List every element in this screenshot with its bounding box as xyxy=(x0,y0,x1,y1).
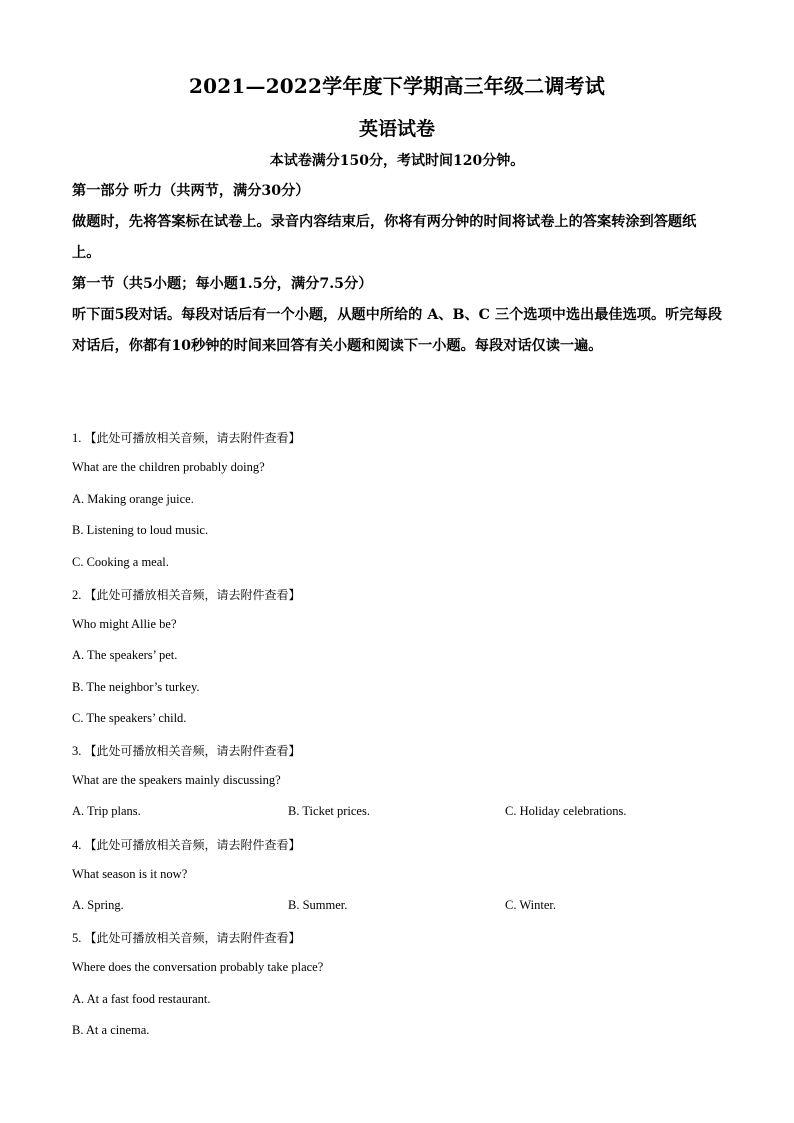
audio-placeholder[interactable]: 【此处可播放相关音频，请去附件查看】 xyxy=(84,431,301,445)
audio-placeholder[interactable]: 【此处可播放相关音频，请去附件查看】 xyxy=(84,838,301,852)
question-2-option-a[interactable]: A. The speakers’ pet. xyxy=(72,648,178,662)
question-5-option-a[interactable]: A. At a fast food restaurant. xyxy=(72,992,211,1006)
question-number: 2. xyxy=(72,588,82,602)
question-5-audio[interactable] xyxy=(72,929,301,946)
exam-title: 2021—2022学年度下学期高三年级二调考试 xyxy=(189,74,605,98)
question-number: 5. xyxy=(72,931,82,945)
question-4-audio[interactable] xyxy=(72,836,301,853)
question-1-option-c[interactable]: C. Cooking a meal. xyxy=(72,555,169,569)
exam-note: 本试卷满分150分，考试时间120分钟。 xyxy=(269,153,525,169)
audio-placeholder[interactable]: 【此处可播放相关音频，请去附件查看】 xyxy=(84,588,301,602)
question-5-stem: Where does the conversation probably take place? xyxy=(72,960,324,974)
exam-subtitle: 英语试卷 xyxy=(358,118,435,140)
question-1-audio[interactable] xyxy=(72,429,301,446)
question-3-option-a[interactable]: A. Trip plans. xyxy=(72,804,141,818)
question-2-stem: Who might Allie be? xyxy=(72,617,177,631)
question-2-option-b[interactable]: B. The neighbor’s turkey. xyxy=(72,680,200,694)
section1-instruction: 听下面5段对话。每段对话后有一个小题，从题中所给的 A、B、C 三个选项中选出最佳选项。听完每段对话后，你都有10秒钟的时间来回答有关小题和阅读下一小题。每段对话仅读一遍。 xyxy=(72,307,722,354)
question-number: 1. xyxy=(72,431,82,445)
part1-heading: 第一部分 听力（共两节，满分30分） xyxy=(72,183,310,199)
audio-placeholder[interactable]: 【此处可播放相关音频，请去附件查看】 xyxy=(84,931,301,945)
question-4-stem: What season is it now? xyxy=(72,867,188,881)
question-5-option-b[interactable]: B. At a cinema. xyxy=(72,1023,150,1037)
question-2-option-c[interactable]: C. The speakers’ child. xyxy=(72,711,187,725)
question-1-stem: What are the children probably doing? xyxy=(72,460,265,474)
question-number: 4. xyxy=(72,838,82,852)
section1-heading: 第一节（共5小题；每小题1.5分，满分7.5分） xyxy=(72,276,373,292)
question-4-option-c[interactable]: C. Winter. xyxy=(505,898,557,912)
question-3-stem: What are the speakers mainly discussing? xyxy=(72,773,281,787)
question-1-option-b[interactable]: B. Listening to loud music. xyxy=(72,523,209,537)
question-number: 3. xyxy=(72,744,82,758)
part1-instruction: 做题时，先将答案标在试卷上。录音内容结束后，你将有两分钟的时间将试卷上的答案转涂到答题纸上。 xyxy=(72,214,697,261)
question-3-option-c[interactable]: C. Holiday celebrations. xyxy=(505,804,627,818)
question-2-audio[interactable] xyxy=(72,586,301,603)
question-3-audio[interactable] xyxy=(72,742,301,759)
audio-placeholder[interactable]: 【此处可播放相关音频，请去附件查看】 xyxy=(84,744,301,758)
question-4-option-b[interactable]: B. Summer. xyxy=(288,898,348,912)
question-4-option-a[interactable]: A. Spring. xyxy=(72,898,124,912)
question-1-option-a[interactable]: A. Making orange juice. xyxy=(72,492,194,506)
question-3-option-b[interactable]: B. Ticket prices. xyxy=(288,804,370,818)
